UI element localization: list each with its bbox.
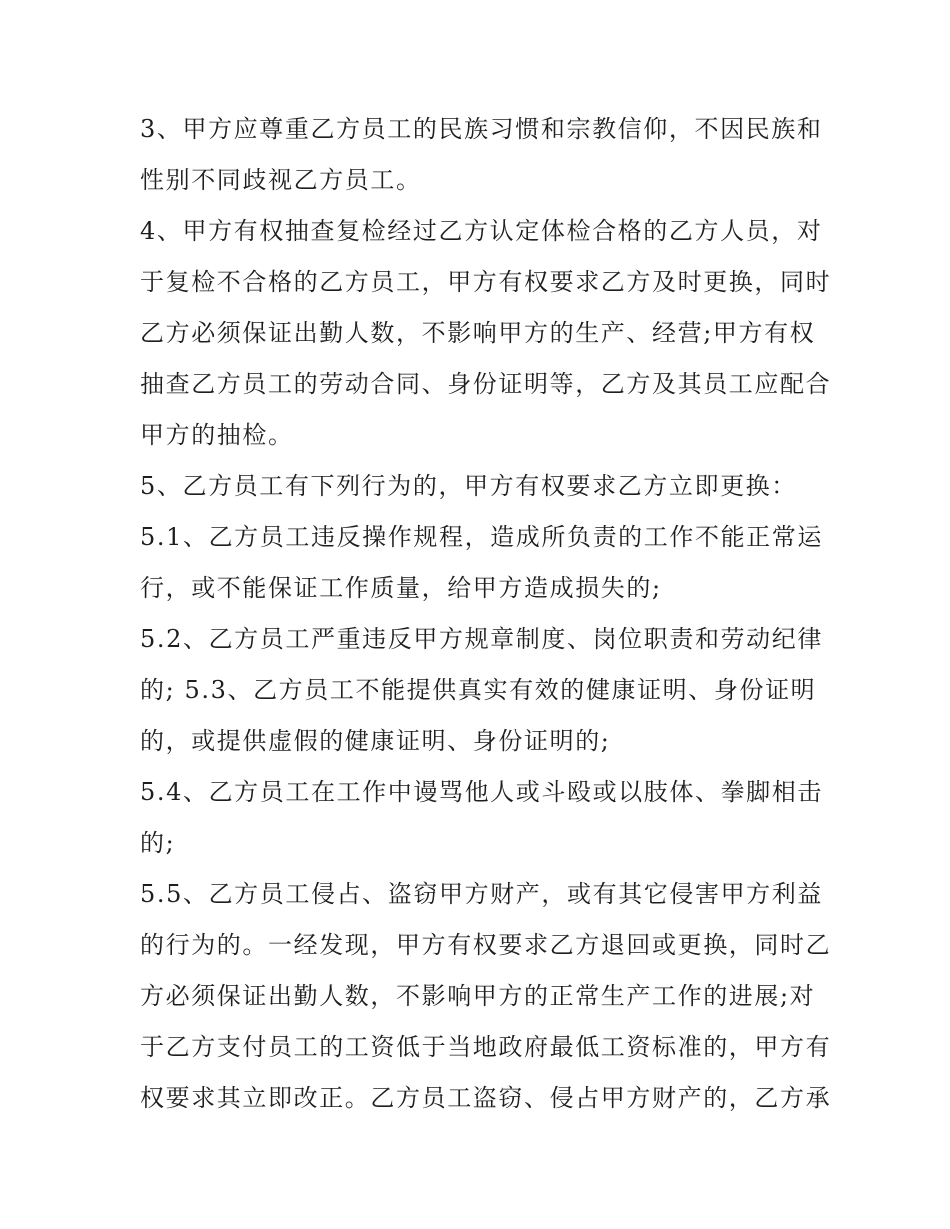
text-line: 的，或提供虚假的健康证明、身份证明的; [140, 727, 611, 755]
text-line: 的行为的。一经发现，甲方有权要求乙方退回或更换，同时乙 [140, 931, 832, 959]
text-line: 的; 5.3、乙方员工不能提供真实有效的健康证明、身份证明 [140, 676, 817, 704]
text-line: 4、甲方有权抽查复检经过乙方认定体检合格的乙方人员，对 [140, 217, 823, 245]
text-line: 5.5、乙方员工侵占、盗窃甲方财产，或有其它侵害甲方利益 [140, 880, 823, 908]
text-line: 抽查乙方员工的劳动合同、身份证明等，乙方及其员工应配合 [140, 370, 832, 398]
text-line: 的; [140, 829, 176, 857]
text-line: 性别不同歧视乙方员工。 [140, 166, 422, 194]
text-line: 于复检不合格的乙方员工，甲方有权要求乙方及时更换，同时 [140, 268, 832, 296]
document-body [140, 104, 832, 1124]
text-line: 权要求其立即改正。乙方员工盗窃、侵占甲方财产的，乙方承 [140, 1084, 832, 1112]
text-line: 5.4、乙方员工在工作中谩骂他人或斗殴或以肢体、拳脚相击 [140, 778, 823, 806]
text-line: 乙方必须保证出勤人数，不影响甲方的生产、经营;甲方有权 [140, 319, 816, 347]
text-line: 于乙方支付员工的工资低于当地政府最低工资标准的，甲方有 [140, 1033, 832, 1061]
text-line: 5.1、乙方员工违反操作规程，造成所负责的工作不能正常运 [140, 523, 823, 551]
text-line: 方必须保证出勤人数，不影响甲方的正常生产工作的进展;对 [140, 982, 816, 1010]
text-line: 3、甲方应尊重乙方员工的民族习惯和宗教信仰，不因民族和 [140, 115, 823, 143]
text-line: 甲方的抽检。 [140, 421, 294, 449]
text-line: 5、乙方员工有下列行为的，甲方有权要求乙方立即更换： [140, 472, 797, 500]
text-line: 5.2、乙方员工严重违反甲方规章制度、岗位职责和劳动纪律 [140, 625, 823, 653]
text-line: 行，或不能保证工作质量，给甲方造成损失的; [140, 574, 662, 602]
